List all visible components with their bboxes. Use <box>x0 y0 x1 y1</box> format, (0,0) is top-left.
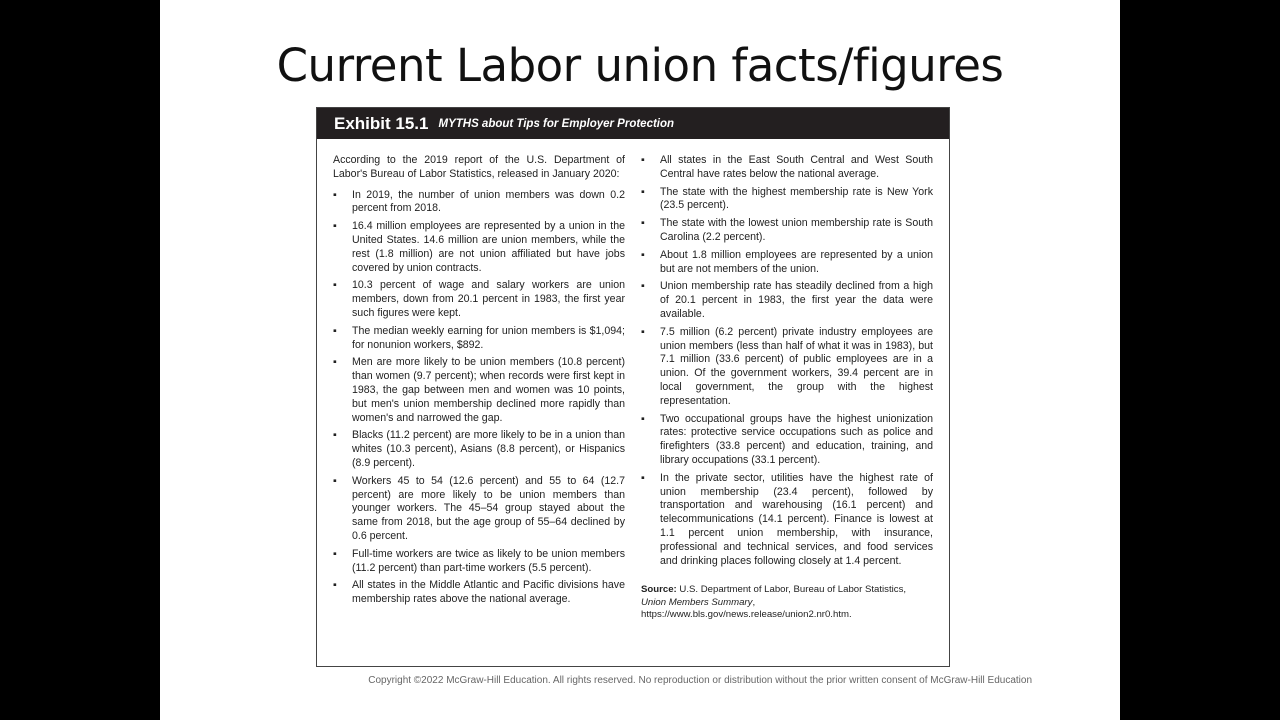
bullet-icon: ▪ <box>333 429 337 442</box>
exhibit-box <box>316 107 950 667</box>
list-item: ▪ 16.4 million employees are represented by a union in the United States. 14.6 million are union members, while the rest (1.8 million) are not union affiliated but have jobs covered by union contracts. <box>333 220 625 274</box>
list-item: ▪ The median weekly earning for union members is $1,094; for nonunion workers, $892. <box>333 324 625 351</box>
bullet-icon: ▪ <box>641 217 645 230</box>
list-item: ▪ In 2019, the number of union members was down 0.2 percent from 2018. <box>333 188 625 215</box>
publication-title: Union Members Summary <box>641 596 753 608</box>
list-item: ▪ Men are more likely to be union members (10.8 percent) than women (9.7 percent); when records were first kept in 1983, the gap between men and women was 10 points, but men's union membership declined more rapidly than women's and narrowed the gap. <box>333 356 625 424</box>
slide-title: Current Labor union facts/figures <box>276 39 1004 92</box>
exhibit-columns <box>333 154 933 622</box>
source-url: , https://www.bls.gov/news.release/union2.nr0.htm. <box>641 596 852 621</box>
exhibit-header <box>317 108 949 139</box>
list-item: ▪ About 1.8 million employees are represented by a union but are not members of the union. <box>641 248 933 275</box>
bullet-icon: ▪ <box>641 471 645 484</box>
left-column <box>333 154 625 622</box>
list-item: ▪ All states in the East South Central and West South Central have rates below the national average. <box>641 154 933 180</box>
list-item: ▪ Workers 45 to 54 (12.6 percent) and 55 to 64 (12.7 percent) are more likely to be union members than younger workers. The 45–54 group stayed about the same from 2018, but the age group of 55–64 declined by 0.6 percent. <box>333 474 625 542</box>
bullet-icon: ▪ <box>641 154 645 166</box>
bullet-icon: ▪ <box>333 324 337 337</box>
bullet-icon: ▪ <box>641 248 645 261</box>
bullet-icon: ▪ <box>333 220 337 233</box>
source-label: Source: <box>641 584 677 596</box>
list-item: ▪ Two occupational groups have the highest unionization rates: protective service occupations such as police and firefighters (33.8 percent) and education, training, and library occupations (33.1 percent). <box>641 412 933 466</box>
list-item: ▪ The state with the highest membership rate is New York (23.5 percent). <box>641 185 933 212</box>
left-bullet-list <box>333 189 625 607</box>
bullet-icon: ▪ <box>641 185 645 198</box>
bullet-icon: ▪ <box>333 579 337 592</box>
bullet-icon: ▪ <box>641 280 645 293</box>
slide <box>160 0 1120 720</box>
bullet-icon: ▪ <box>333 474 337 487</box>
list-item: ▪ The state with the lowest union membership rate is South Carolina (2.2 percent). <box>641 217 933 243</box>
list-item: ▪ Blacks (11.2 percent) are more likely to be in a union than whites (10.3 percent), Asians (8.8 percent), or Hispanics (8.9 percent). <box>333 429 625 469</box>
right-column <box>641 154 933 622</box>
right-bullet-list <box>641 154 933 568</box>
list-item: ▪ 10.3 percent of wage and salary workers are union members, down from 20.1 percent in 1983, the first year such figures were kept. <box>333 279 625 319</box>
copyright-notice: Copyright ©2022 McGraw-Hill Education. All rights reserved. No reproduction or distribution without the prior written consent of McGraw-Hill Education <box>368 675 1032 686</box>
bullet-icon: ▪ <box>333 547 337 560</box>
list-item: ▪ Full-time workers are twice as likely to be union members (11.2 percent) than part-time workers (5.5 percent). <box>333 547 625 574</box>
exhibit-number: Exhibit 15.1 <box>334 113 429 133</box>
bullet-icon: ▪ <box>641 325 645 338</box>
bullet-icon: ▪ <box>333 188 337 201</box>
bullet-icon: ▪ <box>641 412 645 425</box>
source-citation: Source: U.S. Department of Labor, Bureau of Labor Statistics, Union Members Summary, https://www.bls.gov/news.release/union2.nr0.htm. <box>641 584 907 621</box>
exhibit-intro: According to the 2019 report of the U.S. Department of Labor's Bureau of Labor Statistics, released in January 2020: <box>333 154 625 180</box>
list-item: ▪ All states in the Middle Atlantic and Pacific divisions have membership rates above the national average. <box>333 579 625 606</box>
list-item: ▪ 7.5 million (6.2 percent) private industry employees are union members (less than half of what it was in 1983), but 7.1 million (33.6 percent) of public employees are in a union. Of the government workers, 39.4 percent are in local government, the group with the highest representation. <box>641 325 933 407</box>
exhibit-subtitle: MYTHS about Tips for Employer Protection <box>438 117 675 130</box>
list-item: ▪ In the private sector, utilities have the highest rate of union membership (23.4 percent), followed by transportation and warehousing (16.1 percent) and telecommunications (14.1 percent). Finance is lowest at 1.1 percent union membership, with insurance, professional and technical services, and food services and drinking places following closely at 1.4 percent. <box>641 471 933 567</box>
list-item: ▪ Union membership rate has steadily declined from a high of 20.1 percent in 1983, the first year the data were available. <box>641 280 933 320</box>
bullet-icon: ▪ <box>333 279 337 292</box>
bullet-icon: ▪ <box>333 356 337 369</box>
